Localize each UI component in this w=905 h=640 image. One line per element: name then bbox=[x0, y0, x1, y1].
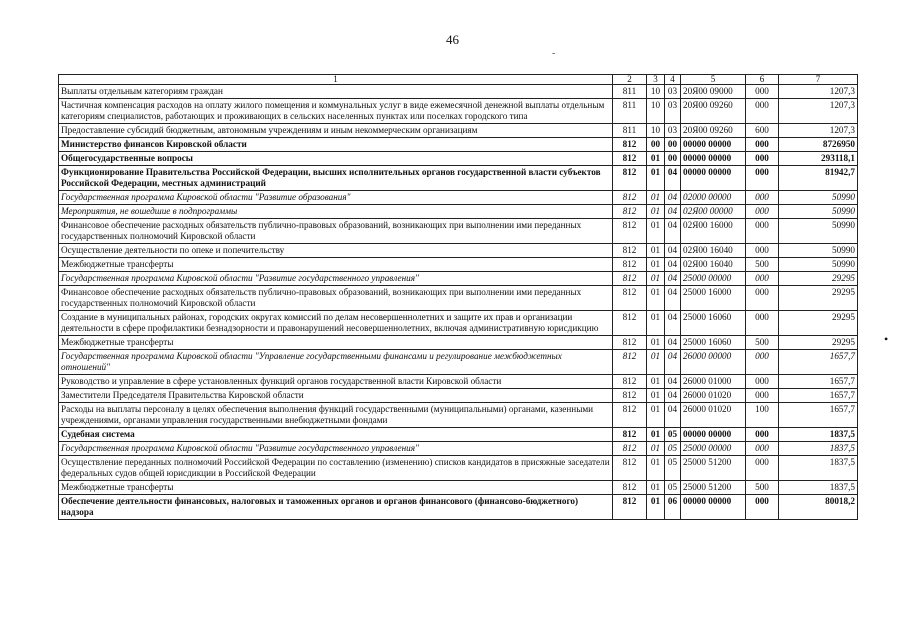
column-header: 7 bbox=[779, 75, 858, 85]
section-code-cell: 01 bbox=[647, 495, 665, 520]
target-article-cell: 02Я00 16040 bbox=[681, 244, 746, 258]
row-name-cell: Расходы на выплаты персоналу в целях обеспечения выполнения функций государственными (муниципальными) органами, казенными учреждениями, органами управления государственными внебюджетными фондами bbox=[59, 403, 613, 428]
column-header: 1 bbox=[59, 75, 613, 85]
ministry-code-cell: 812 bbox=[613, 166, 647, 191]
amount-cell: 1657,7 bbox=[779, 375, 858, 389]
expense-type-cell: 000 bbox=[746, 152, 779, 166]
section-code-cell: 01 bbox=[647, 258, 665, 272]
row-name-cell: Судебная система bbox=[59, 428, 613, 442]
row-name-cell: Создание в муниципальных районах, городских округах комиссий по делам несовершеннолетних и защите их прав и организации деятельности в сфере профилактики безнадзорности и правонарушений несовершеннолетних, включая административную юрисдикцию bbox=[59, 311, 613, 336]
table-row bbox=[59, 244, 858, 258]
expense-type-cell: 000 bbox=[746, 311, 779, 336]
ministry-code-cell: 812 bbox=[613, 375, 647, 389]
expense-type-cell: 000 bbox=[746, 85, 779, 99]
expense-type-cell: 500 bbox=[746, 481, 779, 495]
row-name-cell: Заместители Председателя Правительства Кировской области bbox=[59, 389, 613, 403]
ministry-code-cell: 811 bbox=[613, 99, 647, 124]
section-code-cell: 01 bbox=[647, 442, 665, 456]
column-header: 5 bbox=[681, 75, 746, 85]
ministry-code-cell: 812 bbox=[613, 389, 647, 403]
amount-cell: 29295 bbox=[779, 286, 858, 311]
target-article-cell: 25000 16060 bbox=[681, 311, 746, 336]
expense-type-cell: 000 bbox=[746, 428, 779, 442]
row-name-cell: Государственная программа Кировской области "Развитие образования" bbox=[59, 191, 613, 205]
subsection-code-cell: 04 bbox=[665, 166, 681, 191]
table-row bbox=[59, 99, 858, 124]
target-article-cell: 02Я00 00000 bbox=[681, 205, 746, 219]
ministry-code-cell: 812 bbox=[613, 336, 647, 350]
section-code-cell: 01 bbox=[647, 244, 665, 258]
row-name-cell: Обеспечение деятельности финансовых, налоговых и таможенных органов и органов финансового (финансово-бюджетного) надзора bbox=[59, 495, 613, 520]
amount-cell: 1837,5 bbox=[779, 442, 858, 456]
amount-cell: 1837,5 bbox=[779, 456, 858, 481]
expense-type-cell: 500 bbox=[746, 258, 779, 272]
subsection-code-cell: 04 bbox=[665, 219, 681, 244]
target-article-cell: 02000 00000 bbox=[681, 191, 746, 205]
row-name-cell: Государственная программа Кировской области "Развитие государственного управления" bbox=[59, 442, 613, 456]
subsection-code-cell: 05 bbox=[665, 481, 681, 495]
table-row bbox=[59, 336, 858, 350]
subsection-code-cell: 04 bbox=[665, 244, 681, 258]
target-article-cell: 00000 00000 bbox=[681, 428, 746, 442]
subsection-code-cell: 03 bbox=[665, 124, 681, 138]
amount-cell: 1657,7 bbox=[779, 350, 858, 375]
target-article-cell: 00000 00000 bbox=[681, 495, 746, 520]
target-article-cell: 20Я00 09260 bbox=[681, 99, 746, 124]
section-code-cell: 01 bbox=[647, 166, 665, 191]
table-row bbox=[59, 428, 858, 442]
expense-type-cell: 000 bbox=[746, 375, 779, 389]
target-article-cell: 26000 01020 bbox=[681, 403, 746, 428]
subsection-code-cell: 04 bbox=[665, 403, 681, 428]
section-code-cell: 10 bbox=[647, 99, 665, 124]
row-name-cell: Руководство и управление в сфере установленных функций органов государственной власти Кировской области bbox=[59, 375, 613, 389]
table-row bbox=[59, 152, 858, 166]
table-row bbox=[59, 286, 858, 311]
amount-cell: 1837,5 bbox=[779, 481, 858, 495]
table-row bbox=[59, 442, 858, 456]
subsection-code-cell: 04 bbox=[665, 258, 681, 272]
table-header-row bbox=[59, 75, 858, 85]
subsection-code-cell: 04 bbox=[665, 389, 681, 403]
expense-type-cell: 000 bbox=[746, 456, 779, 481]
subsection-code-cell: 04 bbox=[665, 375, 681, 389]
amount-cell: 50990 bbox=[779, 191, 858, 205]
section-code-cell: 01 bbox=[647, 403, 665, 428]
row-name-cell: Министерство финансов Кировской области bbox=[59, 138, 613, 152]
ministry-code-cell: 812 bbox=[613, 191, 647, 205]
section-code-cell: 01 bbox=[647, 191, 665, 205]
amount-cell: 50990 bbox=[779, 205, 858, 219]
target-article-cell: 20Я00 09260 bbox=[681, 124, 746, 138]
expense-type-cell: 000 bbox=[746, 442, 779, 456]
table-row bbox=[59, 403, 858, 428]
amount-cell: 50990 bbox=[779, 258, 858, 272]
ministry-code-cell: 812 bbox=[613, 244, 647, 258]
ministry-code-cell: 812 bbox=[613, 350, 647, 375]
table-row bbox=[59, 124, 858, 138]
section-code-cell: 01 bbox=[647, 481, 665, 495]
row-name-cell: Частичная компенсация расходов на оплату жилого помещения и коммунальных услуг в виде ежемесячной денежной выплаты отдельным категориям специалистов, работающих и проживающих в сельских населенных пунктах или поселках городского типа bbox=[59, 99, 613, 124]
target-article-cell: 00000 00000 bbox=[681, 166, 746, 191]
subsection-code-cell: 04 bbox=[665, 191, 681, 205]
amount-cell: 29295 bbox=[779, 272, 858, 286]
ministry-code-cell: 812 bbox=[613, 456, 647, 481]
amount-cell: 29295 bbox=[779, 311, 858, 336]
amount-cell: 29295 bbox=[779, 336, 858, 350]
amount-cell: 293118,1 bbox=[779, 152, 858, 166]
amount-cell: 8726950 bbox=[779, 138, 858, 152]
stray-dot: • bbox=[884, 332, 889, 346]
ministry-code-cell: 812 bbox=[613, 286, 647, 311]
target-article-cell: 20Я00 09000 bbox=[681, 85, 746, 99]
row-name-cell: Межбюджетные трансферты bbox=[59, 481, 613, 495]
page-number: 46 bbox=[446, 32, 459, 47]
ministry-code-cell: 812 bbox=[613, 272, 647, 286]
ministry-code-cell: 812 bbox=[613, 442, 647, 456]
expense-type-cell: 000 bbox=[746, 166, 779, 191]
expense-type-cell: 000 bbox=[746, 219, 779, 244]
table-row bbox=[59, 166, 858, 191]
expense-type-cell: 000 bbox=[746, 350, 779, 375]
ministry-code-cell: 812 bbox=[613, 495, 647, 520]
subsection-code-cell: 03 bbox=[665, 99, 681, 124]
target-article-cell: 00000 00000 bbox=[681, 152, 746, 166]
section-code-cell: 01 bbox=[647, 311, 665, 336]
target-article-cell: 26000 00000 bbox=[681, 350, 746, 375]
section-code-cell: 01 bbox=[647, 336, 665, 350]
table-row bbox=[59, 350, 858, 375]
amount-cell: 81942,7 bbox=[779, 166, 858, 191]
table-row bbox=[59, 258, 858, 272]
table-row bbox=[59, 272, 858, 286]
section-code-cell: 10 bbox=[647, 124, 665, 138]
section-code-cell: 01 bbox=[647, 219, 665, 244]
table-row bbox=[59, 481, 858, 495]
expense-type-cell: 000 bbox=[746, 99, 779, 124]
column-header: 6 bbox=[746, 75, 779, 85]
row-name-cell: Финансовое обеспечение расходных обязательств публично-правовых образований, возникающих при выполнении ими переданных государственных полномочий Кировской области bbox=[59, 286, 613, 311]
row-name-cell: Функционирование Правительства Российской Федерации, высших исполнительных органов государственной власти субъектов Российской Федерации, местных администраций bbox=[59, 166, 613, 191]
expense-type-cell: 100 bbox=[746, 403, 779, 428]
row-name-cell: Осуществление деятельности по опеке и попечительству bbox=[59, 244, 613, 258]
subsection-code-cell: 06 bbox=[665, 495, 681, 520]
expense-type-cell: 000 bbox=[746, 272, 779, 286]
subsection-code-cell: 04 bbox=[665, 205, 681, 219]
section-code-cell: 01 bbox=[647, 389, 665, 403]
subsection-code-cell: 05 bbox=[665, 456, 681, 481]
table-row bbox=[59, 85, 858, 99]
row-name-cell: Осуществление переданных полномочий Российской Федерации по составлению (изменению) списков кандидатов в присяжные заседатели федеральных судов общей юрисдикции в Российской Федерации bbox=[59, 456, 613, 481]
row-name-cell: Государственная программа Кировской области "Развитие государственного управления" bbox=[59, 272, 613, 286]
expense-type-cell: 000 bbox=[746, 389, 779, 403]
expense-type-cell: 000 bbox=[746, 244, 779, 258]
ministry-code-cell: 811 bbox=[613, 124, 647, 138]
table-row bbox=[59, 456, 858, 481]
budget-table bbox=[58, 74, 858, 520]
amount-cell: 1207,3 bbox=[779, 85, 858, 99]
table-row bbox=[59, 205, 858, 219]
table-row bbox=[59, 219, 858, 244]
amount-cell: 1657,7 bbox=[779, 403, 858, 428]
section-code-cell: 01 bbox=[647, 456, 665, 481]
subsection-code-cell: 04 bbox=[665, 272, 681, 286]
target-article-cell: 25000 00000 bbox=[681, 442, 746, 456]
amount-cell: 1837,5 bbox=[779, 428, 858, 442]
row-name-cell: Предоставление субсидий бюджетным, автономным учреждениям и иным некоммерческим организациям bbox=[59, 124, 613, 138]
subsection-code-cell: 04 bbox=[665, 350, 681, 375]
row-name-cell: Финансовое обеспечение расходных обязательств публично-правовых образований, возникающих при выполнении ими переданных государственных полномочий Кировской области bbox=[59, 219, 613, 244]
target-article-cell: 25000 16060 bbox=[681, 336, 746, 350]
subsection-code-cell: 00 bbox=[665, 152, 681, 166]
section-code-cell: 01 bbox=[647, 375, 665, 389]
section-code-cell: 01 bbox=[647, 152, 665, 166]
subsection-code-cell: 03 bbox=[665, 85, 681, 99]
row-name-cell: Общегосударственные вопросы bbox=[59, 152, 613, 166]
amount-cell: 1207,3 bbox=[779, 99, 858, 124]
target-article-cell: 25000 00000 bbox=[681, 272, 746, 286]
ministry-code-cell: 812 bbox=[613, 138, 647, 152]
expense-type-cell: 000 bbox=[746, 205, 779, 219]
subsection-code-cell: 00 bbox=[665, 138, 681, 152]
column-header: 2 bbox=[613, 75, 647, 85]
target-article-cell: 00000 00000 bbox=[681, 138, 746, 152]
expense-type-cell: 000 bbox=[746, 138, 779, 152]
section-code-cell: 01 bbox=[647, 272, 665, 286]
amount-cell: 50990 bbox=[779, 244, 858, 258]
row-name-cell: Государственная программа Кировской области "Управление государственными финансами и регулирование межбюджетных отношений" bbox=[59, 350, 613, 375]
column-header: 4 bbox=[665, 75, 681, 85]
target-article-cell: 25000 51200 bbox=[681, 456, 746, 481]
section-code-cell: 10 bbox=[647, 85, 665, 99]
expense-type-cell: 000 bbox=[746, 191, 779, 205]
section-code-cell: 01 bbox=[647, 205, 665, 219]
row-name-cell: Мероприятия, не вошедшие в подпрограммы bbox=[59, 205, 613, 219]
ministry-code-cell: 812 bbox=[613, 152, 647, 166]
amount-cell: 1207,3 bbox=[779, 124, 858, 138]
subsection-code-cell: 05 bbox=[665, 442, 681, 456]
section-code-cell: 01 bbox=[647, 428, 665, 442]
subsection-code-cell: 05 bbox=[665, 428, 681, 442]
amount-cell: 50990 bbox=[779, 219, 858, 244]
row-name-cell: Выплаты отдельным категориям граждан bbox=[59, 85, 613, 99]
expense-type-cell: 000 bbox=[746, 286, 779, 311]
target-article-cell: 26000 01020 bbox=[681, 389, 746, 403]
amount-cell: 1657,7 bbox=[779, 389, 858, 403]
subsection-code-cell: 04 bbox=[665, 336, 681, 350]
ministry-code-cell: 812 bbox=[613, 258, 647, 272]
target-article-cell: 02Я00 16000 bbox=[681, 219, 746, 244]
subsection-code-cell: 04 bbox=[665, 311, 681, 336]
ministry-code-cell: 812 bbox=[613, 219, 647, 244]
ministry-code-cell: 812 bbox=[613, 403, 647, 428]
expense-type-cell: 500 bbox=[746, 336, 779, 350]
table-row bbox=[59, 138, 858, 152]
section-code-cell: 01 bbox=[647, 350, 665, 375]
stray-dash: - bbox=[552, 48, 556, 59]
ministry-code-cell: 812 bbox=[613, 311, 647, 336]
target-article-cell: 25000 16000 bbox=[681, 286, 746, 311]
subsection-code-cell: 04 bbox=[665, 286, 681, 311]
section-code-cell: 00 bbox=[647, 138, 665, 152]
row-name-cell: Межбюджетные трансферты bbox=[59, 336, 613, 350]
table-row bbox=[59, 311, 858, 336]
target-article-cell: 26000 01000 bbox=[681, 375, 746, 389]
table-row bbox=[59, 375, 858, 389]
target-article-cell: 02Я00 16040 bbox=[681, 258, 746, 272]
expense-type-cell: 600 bbox=[746, 124, 779, 138]
row-name-cell: Межбюджетные трансферты bbox=[59, 258, 613, 272]
ministry-code-cell: 812 bbox=[613, 428, 647, 442]
amount-cell: 80018,2 bbox=[779, 495, 858, 520]
ministry-code-cell: 811 bbox=[613, 85, 647, 99]
ministry-code-cell: 812 bbox=[613, 205, 647, 219]
column-header: 3 bbox=[647, 75, 665, 85]
target-article-cell: 25000 51200 bbox=[681, 481, 746, 495]
section-code-cell: 01 bbox=[647, 286, 665, 311]
table-row bbox=[59, 389, 858, 403]
table-row bbox=[59, 191, 858, 205]
ministry-code-cell: 812 bbox=[613, 481, 647, 495]
expense-type-cell: 000 bbox=[746, 495, 779, 520]
table-row bbox=[59, 495, 858, 520]
